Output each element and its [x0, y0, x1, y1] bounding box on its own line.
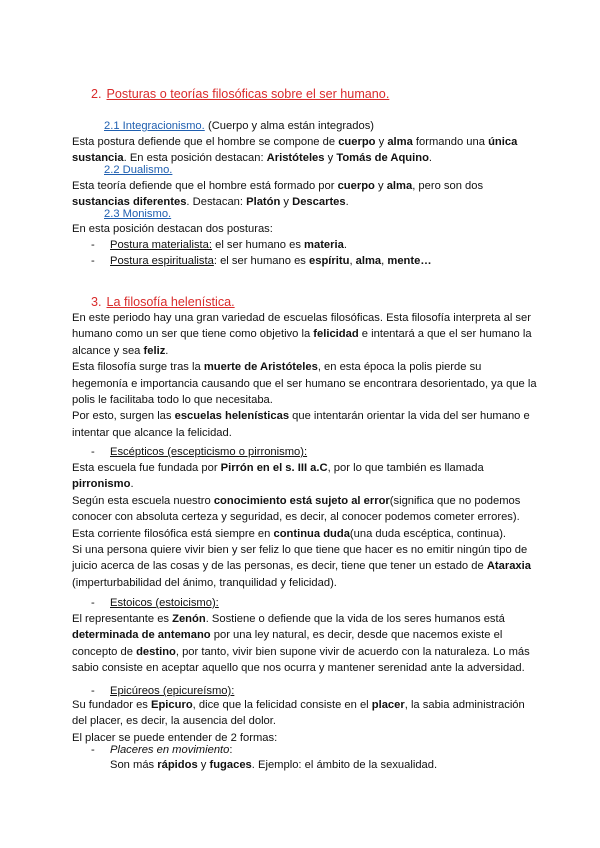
- list-item: - Postura materialista: el ser humano es materia.: [91, 239, 347, 251]
- helenistica-paragraphs: En este periodo hay una gran variedad de escuelas filosóficas. Esta filosofía interpreta al ser humano como un ser que tiene como objetivo la felicidad e intentará a que el ser humano la alcance y sea feliz. Esta filosofía surge tras la muerte de Aristóteles, en esta época la polis pierde su hegemonía e importancia causando que el ser humano se encontrara desorientado, ya que la polis le facilitaba todo lo que necesitaba. Por esto, surgen las escuelas helenísticas que intentarán orientar la vida del ser humano e intentar que alcance la felicidad.: [72, 312, 537, 439]
- section-3-title: La filosofía helenística.: [106, 295, 235, 309]
- monismo-link[interactable]: 2.3 Monismo.: [104, 208, 172, 220]
- placeres-movimiento-item: - Placeres en movimiento:: [91, 744, 233, 756]
- list-item: - Postura espiritualista: el ser humano es espíritu, alma, mente…: [91, 255, 432, 267]
- escepticos-heading: - Escépticos (escepticismo o pirronismo):: [91, 446, 308, 458]
- integracionismo-link[interactable]: 2.1 Integracionismo.: [104, 120, 205, 132]
- estoicos-paragraph: El representante es Zenón. Sostiene o defiende que la vida de los seres humanos está determinada de antemano por una ley natural, es decir, desde que nacemos existe el concepto de destino, por tanto, vivir bien supone vivir de acuerdo con la naturaleza. Lo más sabio consiste en aceptar aquello que nos ocurra y mantener serenidad ante la adversidad.: [72, 613, 530, 675]
- section-2-number: 2.: [91, 87, 102, 101]
- integracionismo-note: (Cuerpo y alma están integrados): [208, 120, 375, 132]
- section-3-number: 3.: [91, 295, 102, 309]
- escepticos-paragraphs: Esta escuela fue fundada por Pirrón en el s. III a.C, por lo que también es llamada pirronismo. Según esta escuela nuestro conocimiento está sujeto al error(significa que no podemos conocer con absoluta certeza y seguridad, es decir, al conocer podemos cometer errores). Esta corriente filosófica está siempre en continua duda(una duda escéptica, continua). Si una persona quiere vivir bien y ser feliz lo que tiene que hacer es no emitir ningún tipo de juicio acerca de las cosas y de las personas, es decir, tiene que tener un estado de Ataraxia (imperturbabilidad del ánimo, tranquilidad y felicidad).: [72, 462, 531, 589]
- estoicos-heading: - Estoicos (estoicismo):: [91, 597, 219, 609]
- section-3-heading: [91, 295, 235, 309]
- placeres-movimiento-desc: Son más rápidos y fugaces. Ejemplo: el ámbito de la sexualidad.: [110, 759, 438, 771]
- integracionismo-paragraph: Esta postura defiende que el hombre se compone de cuerpo y alma formando una única sustancia. En esta posición destacan: Aristóteles y Tomás de Aquino.: [72, 136, 518, 165]
- dualismo-link[interactable]: 2.2 Dualismo.: [104, 164, 173, 176]
- dualismo-paragraph: Esta teoría defiende que el hombre está formado por cuerpo y alma, pero son dos sustancias diferentes. Destacan: Platón y Descartes.: [72, 180, 484, 209]
- epicureos-heading: - Epicúreos (epicureísmo):: [91, 685, 235, 697]
- monismo-intro: En esta posición destacan dos posturas:: [72, 223, 273, 235]
- epicureos-paragraphs: Su fundador es Epicuro, dice que la felicidad consiste en el placer, la sabia administración del placer, es decir, la ausencia del dolor. El placer se puede entender de 2 formas:: [72, 699, 525, 744]
- section-2-heading: [91, 87, 389, 101]
- section-2-title: Posturas o teorías filosóficas sobre el ser humano.: [106, 87, 390, 101]
